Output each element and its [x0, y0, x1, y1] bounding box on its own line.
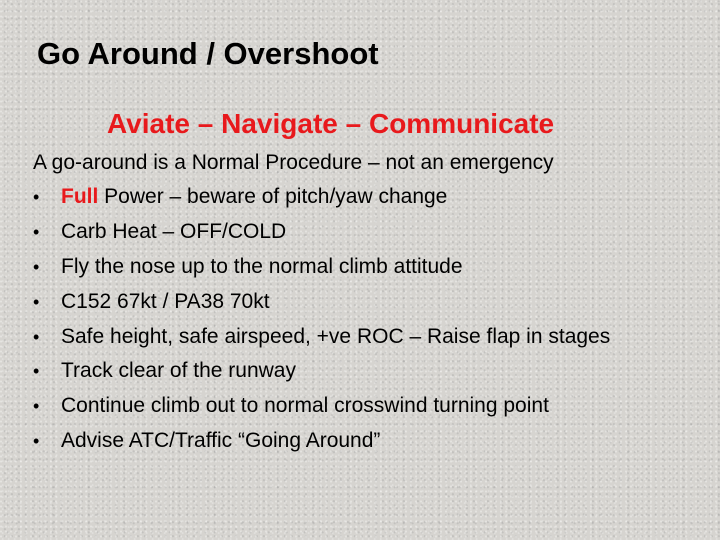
- bullet-icon: •: [33, 256, 40, 277]
- bullet-highlight: Full: [61, 185, 99, 208]
- bullet-icon: •: [33, 361, 40, 382]
- bullet-text: Track clear of the runway: [61, 359, 296, 383]
- bullet-text: Continue climb out to normal crosswind turning point: [61, 394, 549, 418]
- slide-subtitle: Aviate – Navigate – Communicate: [107, 108, 555, 139]
- bullet-text: Fly the nose up to the normal climb attitude: [61, 254, 463, 278]
- bullet-icon: •: [33, 187, 40, 207]
- bullet-text: [61, 182, 447, 212]
- bullet-icon: •: [33, 221, 40, 242]
- bullet-text: Advise ATC/Traffic “Going Around”: [61, 429, 381, 453]
- bullet-text: Carb Heat – OFF/COLD: [61, 219, 287, 243]
- bullet-icon: •: [33, 326, 40, 347]
- bullet-icon: •: [33, 396, 40, 417]
- slide-title: Go Around / Overshoot: [37, 36, 379, 71]
- intro-text: A go-around is a Normal Procedure – not an emergency: [33, 151, 554, 174]
- bullet-icon: •: [33, 291, 40, 312]
- bullet-text: Safe height, safe airspeed, +ve ROC – Raise flap in stages: [61, 324, 611, 348]
- bullet-icon: •: [33, 431, 40, 452]
- bullet-text: C152 67kt / PA38 70kt: [61, 289, 270, 313]
- bullet-text-rest: Power – beware of pitch/yaw change: [98, 185, 448, 208]
